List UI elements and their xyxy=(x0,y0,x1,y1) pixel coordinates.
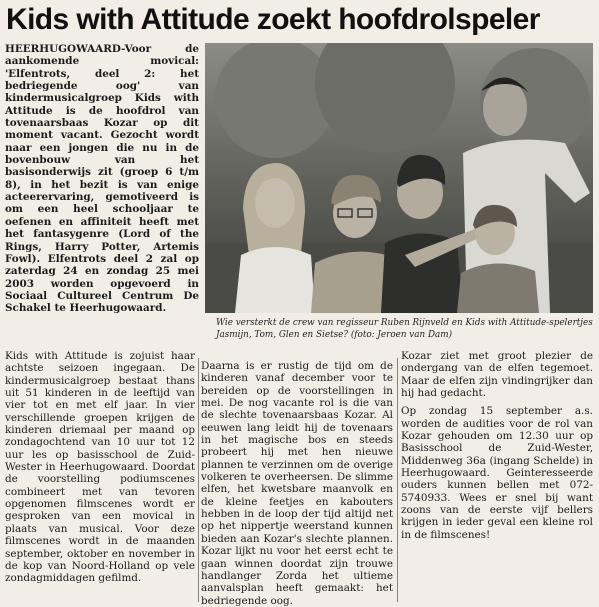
column-divider xyxy=(198,358,199,602)
photo-group-portrait xyxy=(205,43,593,313)
body-paragraph: Daarna is er rustig de tijd om de kinderen vanaf december voor te bereiden op de voorstellingen in mei. De nog vacante rol is die van de slechte tovenaarsbaas Kozar. Al eeuwen lang leidt hij de tovenaars in het magische bos en steeds probeert hij met hen nieuwe plannen te verzinnen om de overige volkeren te overheersen. De slimme elfen, het kwetsbare maanvolk en de kleine feetjes en kabouters hebben in de loop der tijd altijd net op het nippertje weerstand kunnen bieden aan Kozar's slechte plannen. Kozar lijkt nu voor het eerst echt te gaan winnen doordat zijn trouwe handlanger Zorda het ultieme aanvalsplan heeft gemaakt: het bedriegende oog. xyxy=(201,360,393,607)
body-column-1 xyxy=(5,350,195,585)
body-column-3 xyxy=(401,350,593,541)
article-lead: HEERHUGOWAARD-Voor de aankomende movical: 'Elfentrots, deel 2: het bedriegende oog' van kindermusicalgroep Kids with Attitude is de hoofdrol van tovenaarsbaas Kozar op dit moment vacant. Gezocht wordt naar een jongen die nu in de bovenbouw van het basisonderwijs zit (groep 6 t/m 8), in het bezit is van enige acteerervaring, gemotiveerd is om een heel schooljaar te oefenen en affiniteit heeft met het fantasygenre (Lord of the Rings, Harry Potter, Artemis Fowl). Elfentrots deel 2 zal op zaterdag 24 en zondag 25 mei 2003 worden opgevoerd in Sociaal Cultureel Centrum De Schakel te Heerhugowaard. xyxy=(5,43,199,315)
body-paragraph: Kids with Attitude is zojuist haar achtste seizoen ingegaan. De kindermusicalgroep bestaat thans uit 51 kinderen in de leeftijd van vier tot en met elf jaar. In vier verschillende groepen krijgen de kinderen driemaal per maand op zondagochtend van 10 uur tot 12 uur les op basisschool de Zuid-Wester in Heerhugowaard. Doordat de voorstelling podiumscenes combineert met van tevoren opgenomen filmscenes wordt er gesproken van een movical in plaats van musical. Voor deze filmscenes wordt in de maanden september, oktober en november in de kop van Noord-Holland op vele zondagmiddagen gefilmd. xyxy=(5,350,195,585)
article-headline: Kids with Attitude zoekt hoofdrolspeler xyxy=(6,3,540,36)
photo-caption: Wie versterkt de crew van regisseur Ruben Rijnveld en Kids with Attitude-spelertjes Jasmijn, Tom, Glen en Sietse? (foto: Jeroen van Dam) xyxy=(216,318,593,340)
column-divider xyxy=(397,358,398,602)
article-photo xyxy=(205,43,593,313)
body-column-2 xyxy=(201,360,393,607)
body-paragraph: Kozar ziet met groot plezier de ondergang van de elfen tegemoet. Maar de elfen zijn vindingrijker dan hij had gedacht. xyxy=(401,350,593,400)
body-paragraph: Op zondag 15 september a.s. worden de audities voor de rol van Kozar gehouden om 12.30 uur op Basisschool de Zuid-Wester, Middenweg 36a (ingang Schelde) in Heerhugowaard. Geinteresseerde ouders kunnen bellen met 072-5740933. Wees er snel bij want zoons van de eerste vijf bellers krijgen in ieder geval een kleine rol in de filmscenes! xyxy=(401,405,593,541)
